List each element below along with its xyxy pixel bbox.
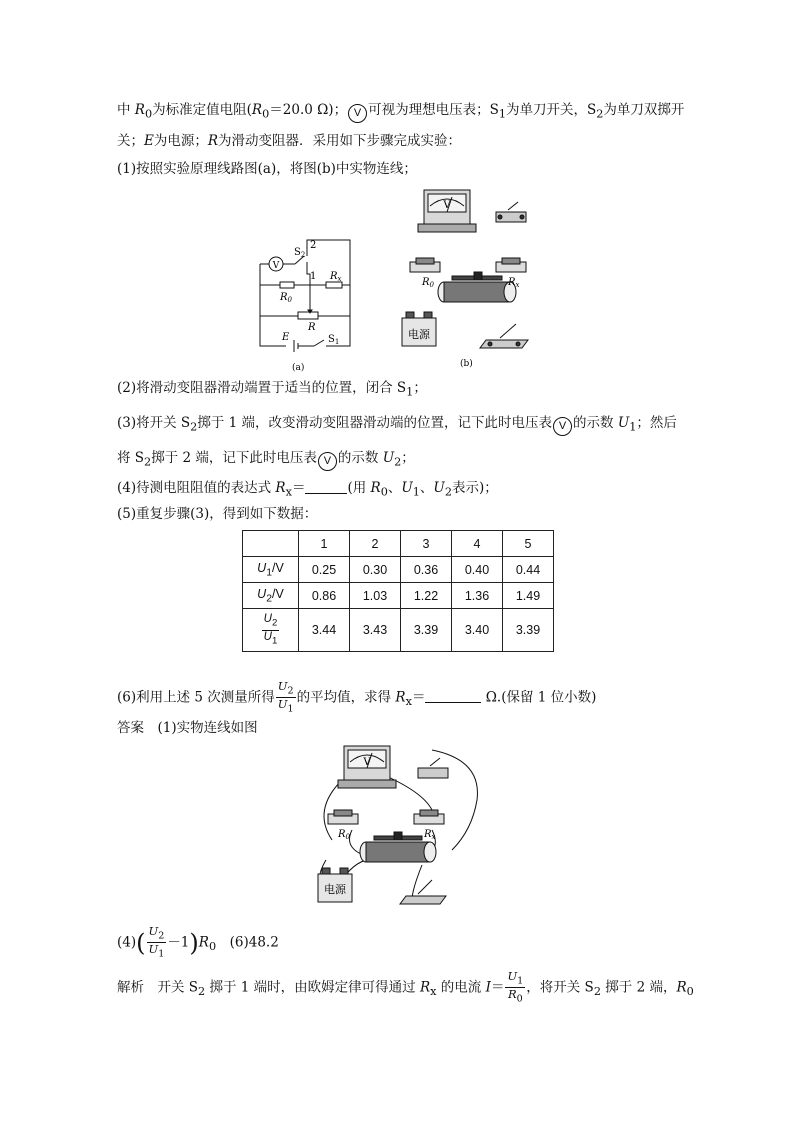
power-source-label: 电源 [408, 328, 430, 341]
terminal-1-label: 1 [310, 271, 317, 282]
table-cell: 1 [299, 531, 350, 557]
answer-4-6: (4)( $\frac{U_2}{U_1}$ $-1)R_0$ (6)48.2 [117, 924, 279, 960]
voltmeter-symbol: V [318, 452, 337, 471]
table-cell: 3.39 [401, 609, 452, 652]
wired-circuit-figure [312, 740, 492, 910]
table-cell: 1.49 [503, 583, 554, 609]
rx-label: $R_x$ [330, 271, 342, 283]
table-cell: 1.22 [401, 583, 452, 609]
table-cell: 0.36 [401, 557, 452, 583]
step-5: (5)重复步骤(3)，得到如下数据： [117, 506, 318, 522]
voltmeter-label: V [443, 200, 451, 211]
answer-blank-4[interactable] [305, 479, 347, 494]
circuit-diagram-a [250, 234, 370, 374]
row-label-ratio: $\frac{U_2}{U_1}$ [243, 609, 299, 652]
voltmeter-label: V [363, 757, 371, 768]
table-row-ratio [243, 609, 554, 652]
caption-a: (a) [292, 363, 305, 373]
r-label: R [308, 322, 316, 333]
table-cell: 1.36 [452, 583, 503, 609]
s2-label: $S_2$ [294, 247, 306, 259]
table-cell: 3.40 [452, 609, 503, 652]
table-header-row [243, 531, 554, 557]
table-row-u1 [243, 557, 554, 583]
table-row-u2 [243, 583, 554, 609]
step-4: (4)待测电阻阻值的表达式 $R_x=$ (用 $R_0$、$U_1$、$U_2$表示)； [117, 480, 498, 499]
r0-label: $R_0$ [422, 277, 434, 289]
r0-label: $R_0$ [280, 292, 292, 304]
table-cell: 3.43 [350, 609, 401, 652]
voltmeter-symbol: V [553, 417, 572, 436]
step-1: (1)按照实验原理线路图(a)，将图(b)中实物连线； [117, 161, 417, 177]
table-cell: 3.44 [299, 609, 350, 652]
voltmeter-symbol: V [348, 104, 367, 123]
table-cell: 1.03 [350, 583, 401, 609]
question-line-2: 关；E为电源；R为滑动变阻器．采用如下步骤完成实验： [117, 133, 462, 149]
table-cell: 0.40 [452, 557, 503, 583]
voltmeter-label: V [272, 261, 280, 271]
row-label-u1: $U_1/V$ [243, 557, 299, 583]
step-3-line-2: 将 $S_2$掷于 2 端，记下此时电压表 V 的示数 $U_2$； [117, 448, 415, 473]
e-label: E [282, 332, 290, 343]
power-source-label: 电源 [324, 883, 346, 896]
table-cell [243, 531, 299, 557]
caption-b: (b) [460, 359, 473, 369]
table-cell: 0.86 [299, 583, 350, 609]
row-label-u2: $U_2/V$ [243, 583, 299, 609]
answer-blank-6[interactable] [425, 688, 481, 703]
r0-label: $R_0$ [338, 829, 350, 841]
step-6: (6)利用上述 5 次测量所得 $\frac{U_2}{U_1}$ 的平均值，求得 $R_x= \Omega$.(保留 1 位小数) [117, 679, 597, 715]
table-cell: 0.30 [350, 557, 401, 583]
table-cell: 2 [350, 531, 401, 557]
question-line-1: 中 $R_0$为标准定值电阻($R_0=20.0$ Ω)； V 可视为理想电压表；$S_1$为单刀开关，$S_2$为单刀双掷开 [117, 100, 684, 125]
component-photo-b [392, 188, 542, 368]
explanation: 解析 开关 $S_2$ 掷于 1 端时，由欧姆定律可得通过 $R_x$ 的电流 I＝ $\frac{U_1}{R_0}$ ，将开关 $S_2$ 掷于 2 端，$R_0$ [117, 969, 694, 1005]
rx-label: $R_x$ [424, 829, 436, 841]
data-table [242, 530, 554, 652]
rx-label: $R_x$ [508, 277, 520, 289]
step-2: (2)将滑动变阻器滑动端置于适当的位置，闭合 $S_1$； [117, 380, 427, 399]
s1-label: $S_1$ [328, 334, 340, 346]
terminal-2-label: 2 [310, 240, 317, 251]
table-cell: 0.44 [503, 557, 554, 583]
table-cell: 4 [452, 531, 503, 557]
step-3-line-1: (3)将开关 $S_2$掷于 1 端，改变滑动变阻器滑动端的位置，记下此时电压表 V 的示数 $U_1$；然后 [117, 413, 677, 438]
table-cell: 3 [401, 531, 452, 557]
table-cell: 0.25 [299, 557, 350, 583]
answer-heading: 答案 (1)实物连线如图 [117, 720, 258, 736]
table-cell: 3.39 [503, 609, 554, 652]
table-cell: 5 [503, 531, 554, 557]
